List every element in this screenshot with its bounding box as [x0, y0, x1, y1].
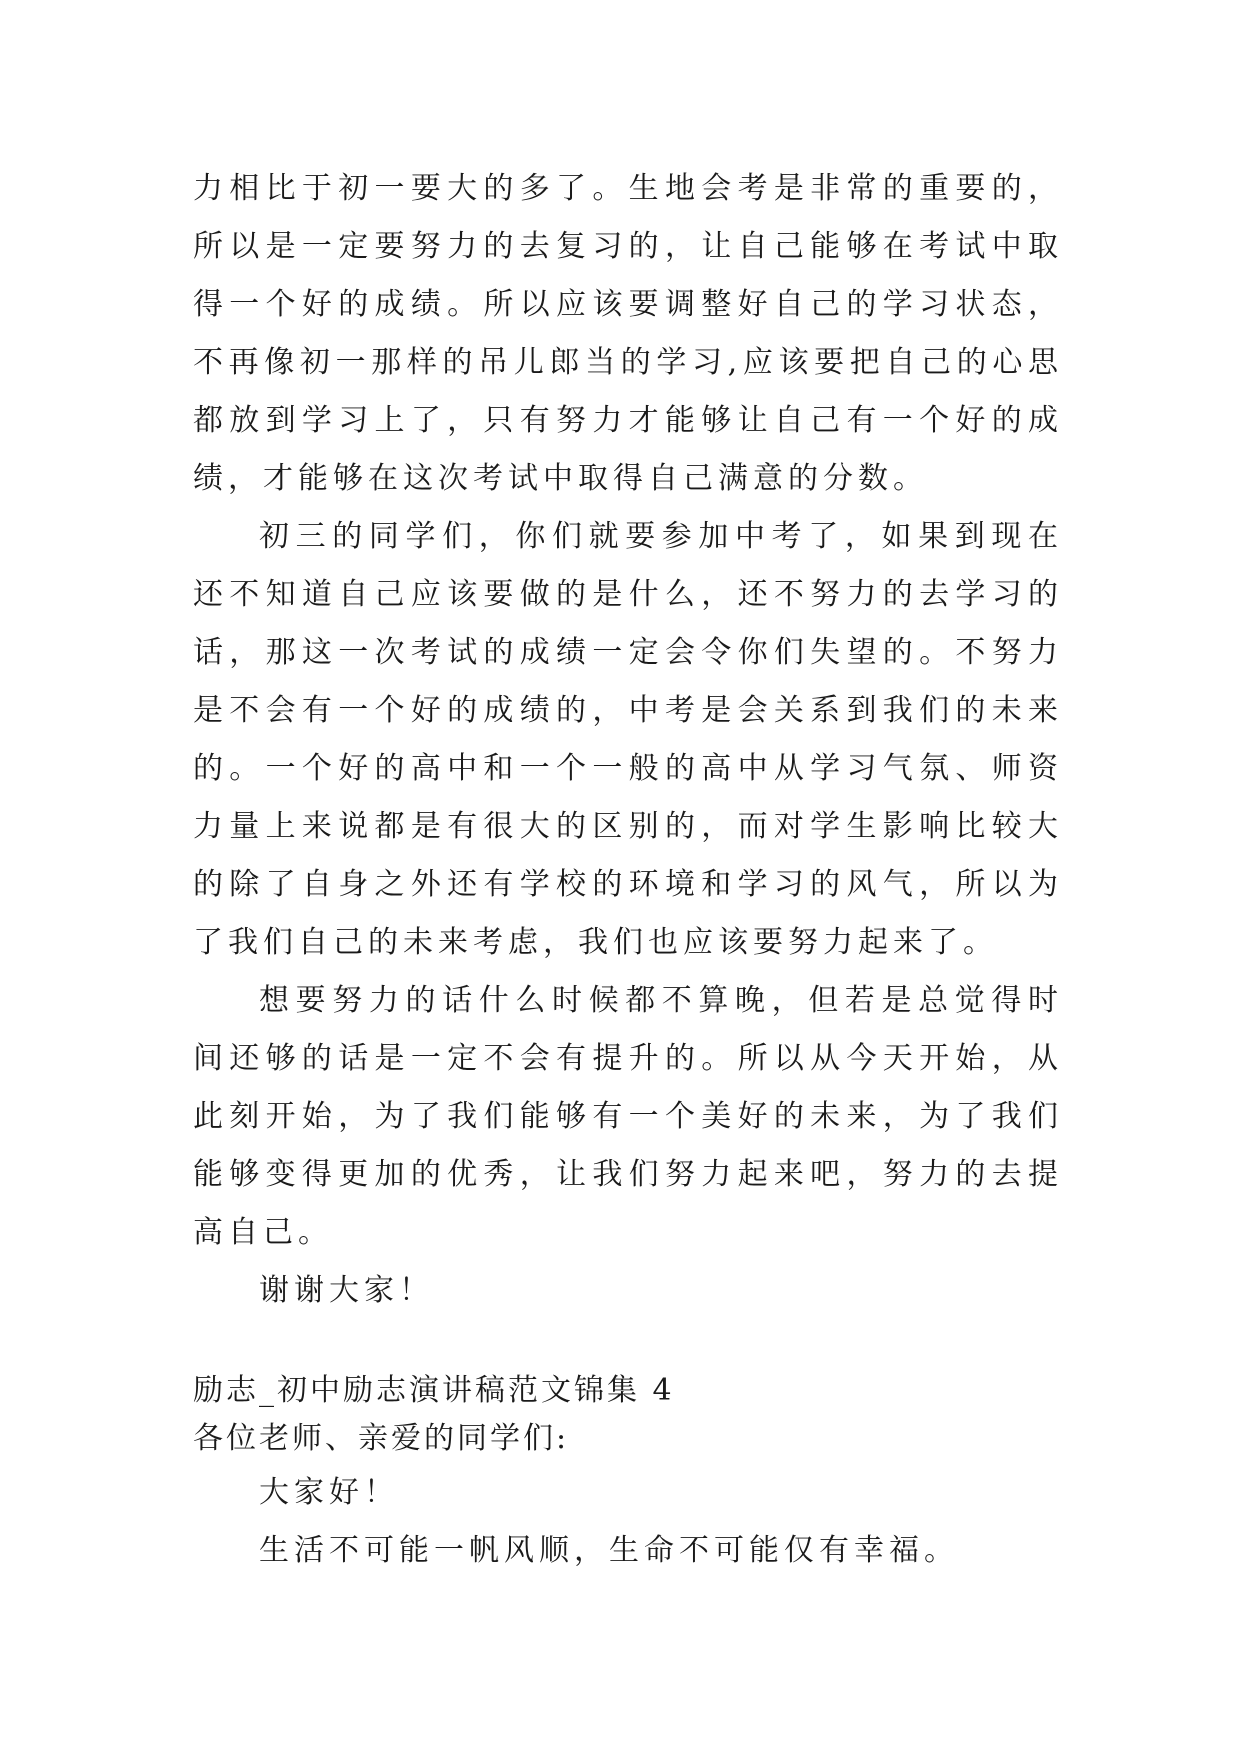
opening-line: 生活不可能一帆风顺，生命不可能仅有幸福。: [259, 1533, 959, 1568]
greeting: 大家好！: [259, 1475, 399, 1510]
document-body: [193, 160, 1063, 1580]
paragraph-never-too-late: 想要努力的话什么时候都不算晚，但若是总觉得时间还够的话是一定不会有提升的。所以从今天开始，从此刻开始，为了我们能够有一个美好的未来，为了我们能够变得更加的优秀，让我们努力起来吧，努力的去提高自己。: [193, 983, 1063, 1250]
section-heading: 励志_初中励志演讲稿范文锦集 4: [193, 1373, 675, 1408]
paragraph-junior-three: 初三的同学们，你们就要参加中考了，如果到现在还不知道自己应该要做的是什么，还不努力的去学习的话，那这一次考试的成绩一定会令你们失望的。不努力是不会有一个好的成绩的，中考是会关系到我们的未来的。一个好的高中和一个一般的高中从学习气氛、师资力量上来说都是有很大的区别的，而对学生影响比较大的除了自身之外还有学校的环境和学习的风气，所以为了我们自己的未来考虑，我们也应该要努力起来了。: [193, 519, 1063, 960]
salutation: 各位老师、亲爱的同学们:: [193, 1421, 570, 1456]
closing-thanks: 谢谢大家！: [259, 1273, 434, 1308]
paragraph-continuation: 力相比于初一要大的多了。生地会考是非常的重要的，所以是一定要努力的去复习的，让自己能够在考试中取得一个好的成绩。所以应该要调整好自己的学习状态，不再像初一那样的吊儿郎当的学习,应该要把自己的心思都放到学习上了，只有努力才能够让自己有一个好的成绩，才能够在这次考试中取得自己满意的分数。: [193, 171, 1063, 496]
section-gap: [193, 1320, 1063, 1368]
